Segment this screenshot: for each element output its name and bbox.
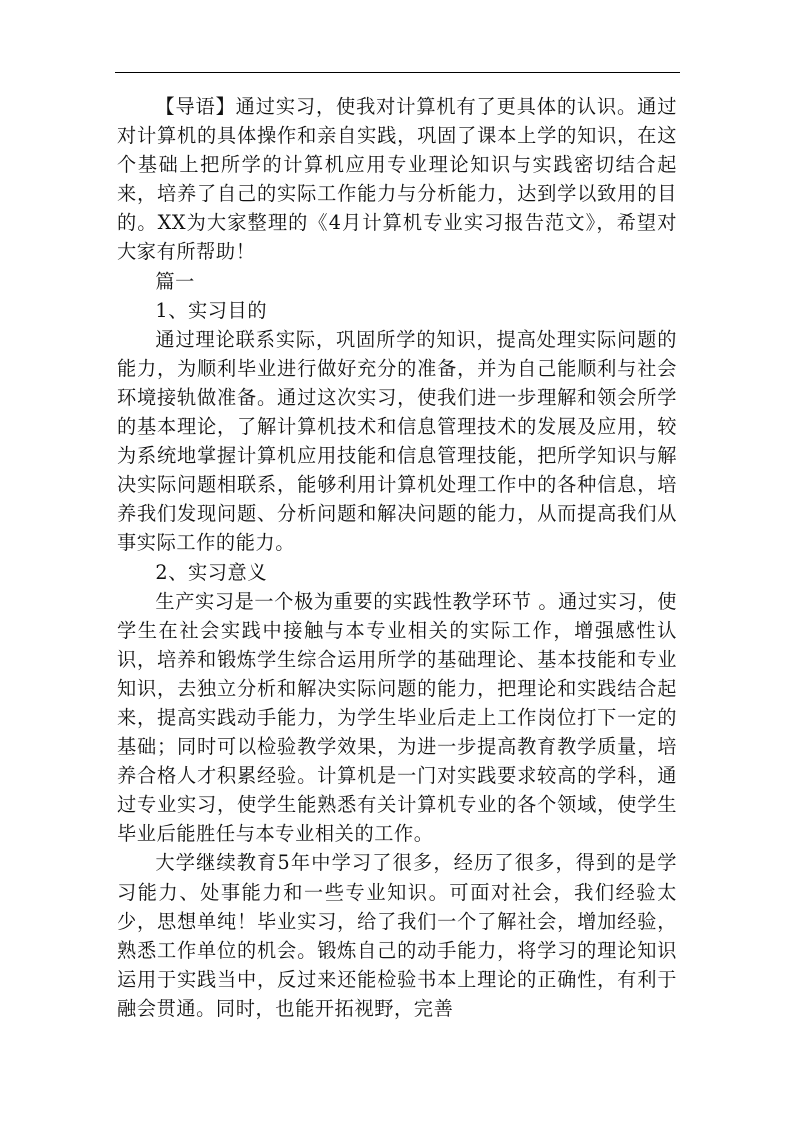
section-heading-purpose: 1、实习目的: [155, 298, 268, 322]
purpose-paragraph: 通过理论联系实际，巩固所学的知识，提高处理实际问题的能力，为顺利毕业进行做好充分的准备，并为自己能顺利与社会环境接轨做准备。通过这次实习，使我们进一步理解和领会所学的基本理论，了解计算机技术和信息管理技术的发展及应用，较为系统地掌握计算机应用技能和信息管理技能，把所学知识与解决实际问题相联系，能够利用计算机处理工作中的各种信息，培养我们发现问题、分析问题和解决问题的能力，从而提高我们从事实际工作的能力。: [117, 327, 677, 555]
header-rule: [115, 72, 680, 73]
experience-paragraph: 大学继续教育5年中学习了很多，经历了很多，得到的是学习能力、处事能力和一些专业知识。可面对社会，我们经验太少，思想单纯！毕业实习，给了我们一个了解社会，增加经验，熟悉工作单位的机会。锻炼自己的动手能力，将学习的理论知识运用于实践当中，反过来还能检验书本上理论的正确性，有利于融会贯通。同时，也能开拓视野，完善: [117, 851, 677, 1020]
intro-paragraph: 【导语】通过实习，使我对计算机有了更具体的认识。通过对计算机的具体操作和亲自实践，巩固了课本上学的知识，在这个基础上把所学的计算机应用专业理论知识与实践密切结合起来，培养了自己的实际工作能力与分析能力，达到学以致用的目的。XX为大家整理的《4月计算机专业实习报告范文》，希望对大家有所帮助！: [117, 95, 677, 264]
section-heading-significance: 2、实习意义: [155, 560, 268, 584]
document-body: [117, 92, 677, 1023]
significance-paragraph: 生产实习是一个极为重要的实践性教学环节 。通过实习，使学生在社会实践中接触与本专业相关的实际工作，增强感性认识，培养和锻炼学生综合运用所学的基础理论、基本技能和专业知识，去独立分析和解决实际问题的能力，把理论和实践结合起来，提高实践动手能力，为学生毕业后走上工作岗位打下一定的基础；同时可以检验教学效果，为进一步提高教育教学质量，培养合格人才积累经验。计算机是一门对实践要求较高的学科，通过专业实习，使学生能熟悉有关计算机专业的各个领域，使学生毕业后能胜任与本专业相关的工作。: [117, 589, 677, 846]
section-title-part-one: 篇一: [155, 269, 195, 293]
